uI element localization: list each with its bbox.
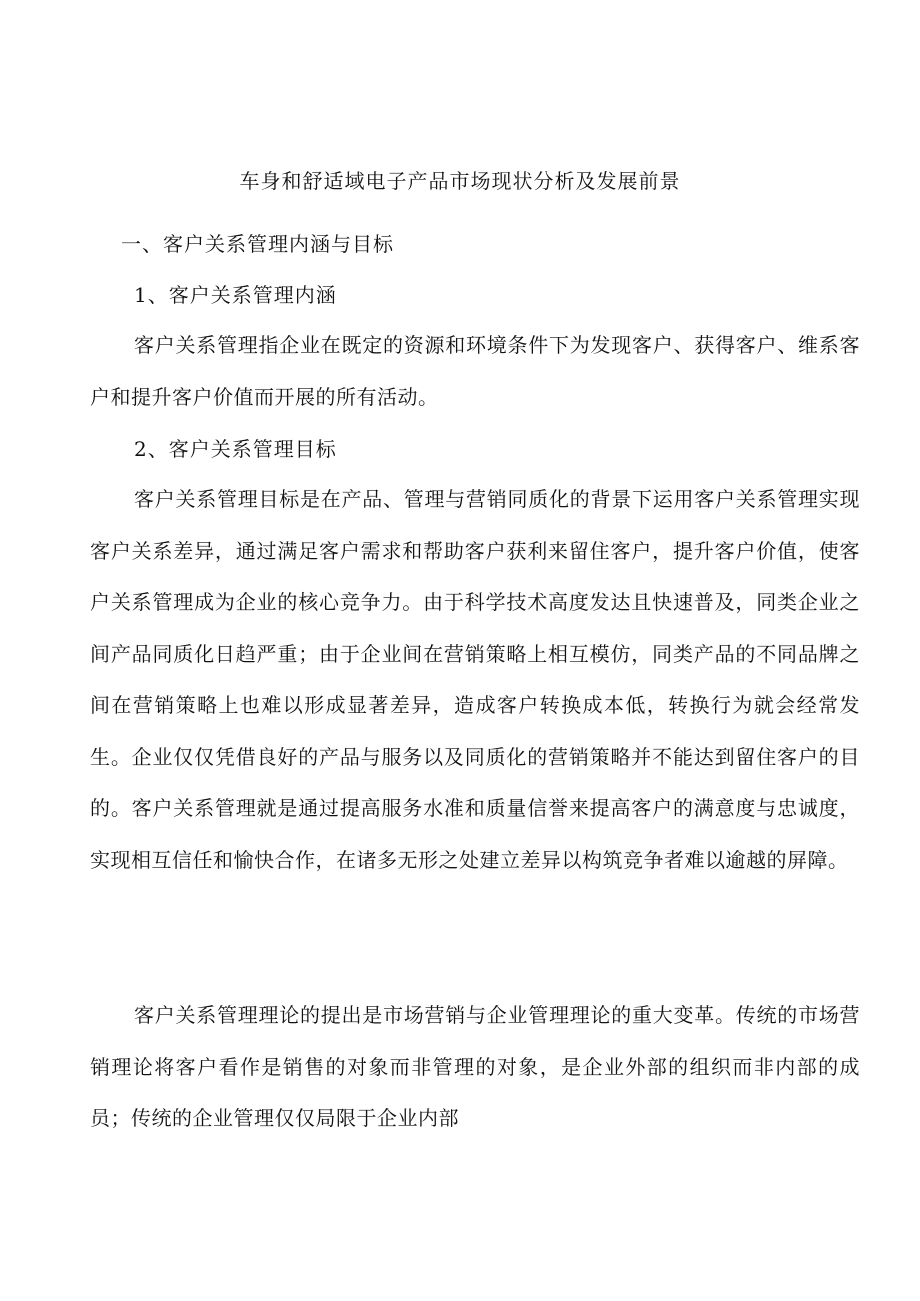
paragraph-goals: 客户关系管理目标是在产品、管理与营销同质化的背景下运用客户关系管理实现客户关系差异，通过满足客户需求和帮助客户获利来留住客户，提升客户价值，使客户关系管理成为企业的核心竞争力。由于科学技术高度发达且快速普及，同类企业之间产品同质化日趋严重；由于企业间在营销策略上相互模仿，同类产品的不同品牌之间在营销策略上也难以形成显著差异，造成客户转换成本低，转换行为就会经常发生。企业仅仅凭借良好的产品与服务以及同质化的营销策略并不能达到留住客户的目的。客户关系管理就是通过提高服务水准和质量信誉来提高客户的满意度与忠诚度，实现相互信任和愉快合作，在诸多无形之处建立差异以构筑竞争者难以逾越的屏障。 [90,487,860,872]
subsection-heading-1: 1、客户关系管理内涵 [134,283,337,307]
subsection-heading-2: 2、客户关系管理目标 [134,437,337,461]
document-title: 车身和舒适域电子产品市场现状分析及发展前景 [239,169,681,193]
paragraph-definition: 客户关系管理指企业在既定的资源和环境条件下为发现客户、获得客户、维系客户和提升客户价值而开展的所有活动。 [90,333,860,409]
section-heading: 一、客户关系管理内涵与目标 [121,232,394,256]
paragraph-theory: 客户关系管理理论的提出是市场营销与企业管理理论的重大变革。传统的市场营销理论将客户看作是销售的对象而非管理的对象，是企业外部的组织而非内部的成员；传统的企业管理仅仅局限于企业内部 [90,1003,860,1130]
